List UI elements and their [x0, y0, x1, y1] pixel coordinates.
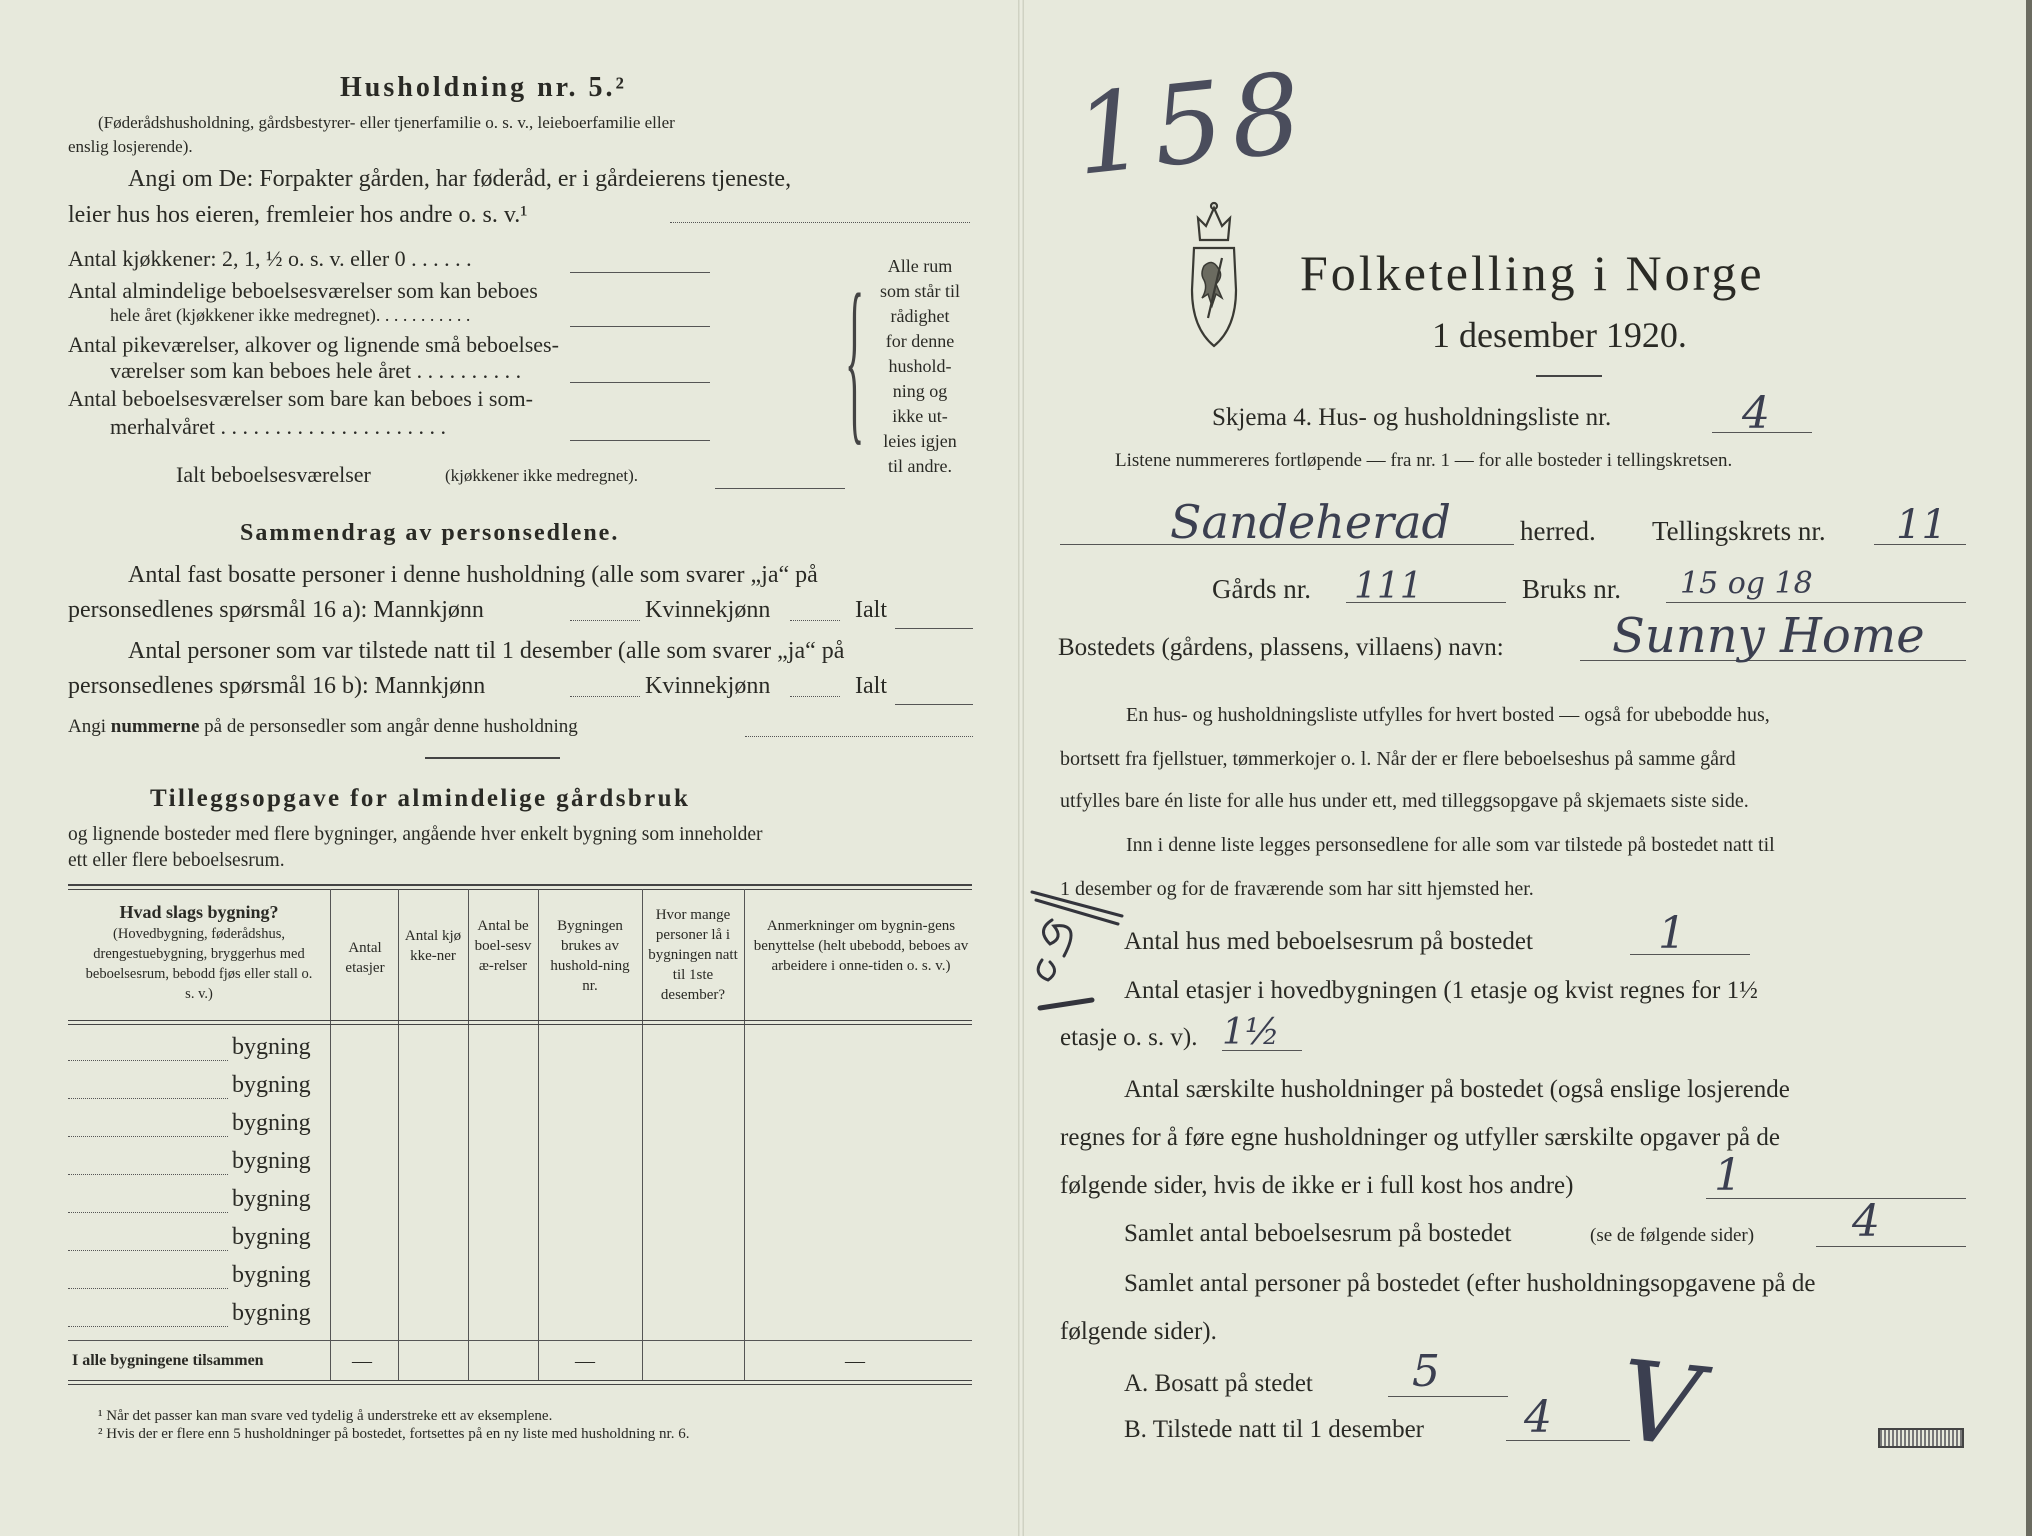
table-top-rule-2 — [68, 889, 972, 890]
summary-line-1b: personsedlenes spørsmål 16 a): Mannkjønn — [68, 597, 484, 623]
col-divider — [538, 889, 539, 1381]
ialt-label-2: Ialt — [855, 673, 887, 699]
summary-title: Sammendrag av personsedlene. — [240, 520, 620, 546]
angi-nummerne-bold: nummerne — [110, 716, 200, 737]
mann-fill-1[interactable] — [570, 620, 640, 621]
listene-note: Listene nummereres fortløpende — fra nr. 1 — for alle bosteder i tellingskretsen. — [1115, 450, 1733, 471]
building-row-label: bygning — [232, 1034, 311, 1060]
skjema-label: Skjema 4. Hus- og husholdningsliste nr. — [1212, 404, 1612, 431]
col-header-rom: Antal beboel-sesvæ-relser — [474, 918, 532, 974]
samlet-rum-label: Samlet antal beboelsesrum på bostedet — [1124, 1220, 1512, 1247]
antal-hus-value[interactable]: 1 — [1658, 908, 1686, 959]
etasjer-label-1: Antal etasjer i hovedbygningen (1 etasje og kvist regnes for 1½ — [1124, 977, 1758, 1004]
antal-hus-label: Antal hus med beboelsesrum på bostedet — [1124, 928, 1533, 955]
saerskilte-fill-line[interactable] — [1706, 1198, 1966, 1199]
building-row-fill-line[interactable] — [68, 1288, 228, 1289]
saerskilte-line-2: regnes for å føre egne husholdninger og utfyller særskilte opgaver på de — [1060, 1124, 1780, 1151]
nummerne-fill-line[interactable] — [745, 736, 973, 737]
rooms-underline-4 — [570, 440, 710, 441]
page-edge — [2026, 0, 2032, 1536]
building-row-fill-line[interactable] — [68, 1326, 228, 1327]
col-divider — [398, 889, 399, 1381]
printer-stamp — [1878, 1428, 1964, 1448]
col-header-personer: Hvor mange personer lå i bygningen natt til 1ste desember? — [648, 907, 738, 1003]
total-row-label: I alle bygningene tilsammen — [72, 1352, 264, 1369]
building-row-fill-line[interactable] — [68, 1136, 228, 1137]
summary-line-1a: Antal fast bosatte personer i denne husholdning (alle som svarer „ja“ på — [128, 562, 818, 588]
angi-text-1: Angi om De: Forpakter gården, har føderåd, er i gårdeierens tjeneste, — [128, 166, 792, 192]
building-row-fill-line[interactable] — [68, 1060, 228, 1061]
side-note-line: ikke ut- — [892, 406, 948, 426]
ialt-rooms-label: Ialt beboelsesværelser — [176, 462, 371, 487]
side-note-line: rådighet — [890, 306, 950, 326]
angi-nummerne — [68, 716, 578, 738]
table-header-rule — [68, 1020, 972, 1021]
samlet-rum-note: (se de følgende sider) — [1590, 1225, 1755, 1246]
saerskilte-line-1: Antal særskilte husholdninger på bostedet (også enslige losjerende — [1124, 1076, 1790, 1103]
rooms-line-2: Antal almindelige beboelsesværelser som kan beboes — [68, 278, 538, 303]
info-para-3: utfylles bare én liste for alle hus under ett, med tilleggsopgave på skjemaets siste side. — [1060, 790, 1749, 812]
samlet-rum-fill-line[interactable] — [1816, 1246, 1966, 1247]
side-note-line: til andre. — [888, 456, 952, 476]
col-header-type-desc: (Hovedbygning, føderådshus, drengestuebygning, bryggerhus med beboelsesrum, bebodd fjøs eller stall o. s. v.) — [85, 926, 313, 1002]
samlet-personer-line-2: følgende sider). — [1060, 1318, 1217, 1345]
col-header-etasjer: Antal etasjer — [345, 940, 385, 976]
side-note-line: leies igjen — [883, 431, 957, 451]
info-para-2: bortsett fra fjellstuer, tømmerkojer o. l. Når der er flere beboelseshus på samme gård — [1060, 748, 1736, 770]
angi-nummerne-prefix: Angi — [68, 716, 111, 737]
bosatt-fill-line[interactable] — [1388, 1396, 1508, 1397]
tillegg-line-1: og lignende bosteder med flere bygninger, angående hver enkelt bygning som inneholder — [68, 824, 763, 845]
kvinne-label-2: Kvinnekjønn — [645, 673, 771, 699]
col-header-type-title: Hvad slags bygning? — [119, 902, 279, 922]
table-top-rule — [68, 884, 972, 886]
pencil-scribble-icon — [1022, 880, 1132, 1020]
rooms-line-5: værelser som kan beboes hele året . . . . . . . . . . — [110, 358, 522, 383]
rooms-line-1: Antal kjøkkener: 2, 1, ½ o. s. v. eller 0 . . . . . . — [68, 246, 472, 271]
col-divider — [330, 889, 331, 1381]
husholdning-title: Husholdning nr. 5.² — [340, 72, 627, 103]
footnote-1: ¹ Når det passer kan man svare ved tydelig å understreke ett av eksemplene. — [98, 1408, 553, 1424]
building-row-label: bygning — [232, 1110, 311, 1136]
ialt-fill-2[interactable] — [895, 704, 973, 705]
summary-line-2a: Antal personer som var tilstede natt til 1 desember (alle som svarer „ja“ på — [128, 638, 845, 664]
bruks-value[interactable]: 15 og 18 — [1680, 566, 1813, 601]
rooms-line-3: hele året (kjøkkener ikke medregnet). . . . . . . . . . . — [110, 305, 471, 325]
title-divider — [1536, 375, 1602, 377]
etasjer-label-2: etasje o. s. v). — [1060, 1024, 1198, 1051]
rooms-underline-2 — [570, 326, 710, 327]
col-header-type — [70, 900, 328, 1004]
tilstede-label: B. Tilstede natt til 1 desember — [1124, 1416, 1424, 1443]
building-row-fill-line[interactable] — [68, 1250, 228, 1251]
brace-glyph: { — [845, 254, 865, 462]
building-row-label: bygning — [232, 1262, 311, 1288]
kvinne-fill-2[interactable] — [790, 696, 840, 697]
main-title: Folketelling i Norge — [1300, 245, 1765, 301]
bostedets-label: Bostedets (gårdens, plassens, villaens) navn: — [1058, 634, 1504, 661]
side-note-line: hushold- — [888, 356, 952, 376]
rooms-line-6: Antal beboelsesværelser som bare kan beboes i som- — [68, 386, 533, 411]
col-divider — [468, 889, 469, 1381]
bruks-fill-line[interactable] — [1666, 602, 1966, 603]
bosatt-value[interactable]: 5 — [1412, 1346, 1440, 1397]
side-note-line: Alle rum — [887, 256, 953, 276]
gards-value[interactable]: 111 — [1354, 566, 1423, 607]
col-header-kjokkener: Antal kjøkke-ner — [404, 928, 462, 964]
tellingskrets-value[interactable]: 11 — [1896, 502, 1947, 548]
saerskilte-value[interactable]: 1 — [1714, 1150, 1742, 1201]
rooms-line-7: merhalvåret . . . . . . . . . . . . . . . . . . . . . — [110, 414, 447, 439]
total-dash-husholdning: — — [575, 1350, 595, 1372]
side-note-line: ning og — [892, 381, 948, 401]
side-note — [865, 254, 975, 479]
bruks-label: Bruks nr. — [1522, 574, 1622, 604]
handwritten-page-number: 158 — [1068, 48, 1316, 200]
col-header-anmerkninger: Anmerkninger om bygnin-gens benyttelse (helt ubebodd, beboes av arbeidere i onne-tiden o. s. v.) — [753, 918, 969, 974]
building-row-label: bygning — [232, 1224, 311, 1250]
table-bottom-rule — [68, 1380, 972, 1381]
table-total-top-rule — [68, 1340, 972, 1341]
skjema-value[interactable]: 4 — [1742, 388, 1770, 439]
building-row-label: bygning — [232, 1300, 311, 1326]
saerskilte-line-3: følgende sider, hvis de ikke er i full kost hos andre) — [1060, 1172, 1574, 1199]
building-row-label: bygning — [232, 1148, 311, 1174]
col-header-husholdning: Bygningen brukes av hushold-ning nr. — [550, 918, 630, 994]
col-divider — [744, 889, 745, 1381]
info-para-1: En hus- og husholdningsliste utfylles for hvert bosted — også for ubebodde hus, — [1126, 704, 1770, 726]
info-para-4: Inn i denne liste legges personsedlene for alle som var tilstede på bostedet natt til — [1126, 834, 1775, 856]
rooms-underline-3 — [570, 382, 710, 383]
page-fold — [1018, 0, 1024, 1536]
ialt-fill-1[interactable] — [895, 628, 973, 629]
side-note-line: som står til — [880, 281, 960, 301]
norway-coat-of-arms-icon — [1178, 200, 1250, 352]
samlet-personer-line-1: Samlet antal personer på bostedet (efter husholdningsopgavene på de — [1124, 1270, 1816, 1297]
side-note-line: for denne — [885, 331, 955, 351]
total-dash-anmerkninger: — — [845, 1350, 865, 1372]
etasjer-value[interactable]: 1½ — [1222, 1012, 1280, 1053]
herred-label: herred. — [1520, 516, 1596, 546]
tillegg-line-2: ett eller flere beboelsesrum. — [68, 850, 285, 871]
bostedets-value[interactable]: Sunny Home — [1612, 608, 1925, 664]
angi-nummerne-suffix: på de personsedler som angår denne husholdning — [199, 716, 578, 737]
col-divider — [642, 889, 643, 1381]
building-row-fill-line[interactable] — [68, 1174, 228, 1175]
table-header-rule-2 — [68, 1024, 972, 1025]
herred-value[interactable]: Sandeherad — [1170, 495, 1451, 549]
check-mark: V — [1613, 1336, 1706, 1472]
footnote-2: ² Hvis der er flere enn 5 husholdninger på bostedet, fortsettes på en ny liste med husholdning nr. 6. — [98, 1426, 690, 1442]
tellingskrets-label: Tellingskrets nr. — [1652, 516, 1826, 546]
building-row-label: bygning — [232, 1186, 311, 1212]
table-bottom-rule-2 — [68, 1384, 972, 1385]
samlet-rum-value[interactable]: 4 — [1852, 1196, 1880, 1247]
angi-text-2: leier hus hos eieren, fremleier hos andre o. s. v.¹ — [68, 202, 528, 228]
rooms-underline-1 — [570, 272, 710, 273]
bosatt-label: A. Bosatt på stedet — [1124, 1370, 1313, 1397]
angi-fill-line[interactable] — [670, 222, 970, 223]
ialt-label-1: Ialt — [855, 597, 887, 623]
husholdning-subtitle-2: enslig losjerende). — [68, 137, 193, 156]
mann-fill-2[interactable] — [570, 696, 640, 697]
gards-label: Gårds nr. — [1212, 574, 1311, 604]
census-date: 1 desember 1920. — [1432, 315, 1687, 355]
tillegg-title: Tilleggsopgave for almindelige gårdsbruk — [150, 785, 691, 812]
info-para-5: 1 desember og for de fraværende som har sitt hjemsted her. — [1060, 878, 1534, 900]
antal-hus-fill-line[interactable] — [1630, 954, 1750, 955]
ialt-rooms-note: (kjøkkener ikke medregnet). — [445, 466, 639, 485]
husholdning-subtitle: (Føderådshusholdning, gårdsbestyrer- eller tjenerfamilie o. s. v., leieboerfamilie eller — [98, 113, 675, 132]
kvinne-label-1: Kvinnekjønn — [645, 597, 771, 623]
ialt-rooms-underline[interactable] — [715, 488, 845, 489]
building-row-fill-line[interactable] — [68, 1212, 228, 1213]
building-row-fill-line[interactable] — [68, 1098, 228, 1099]
rooms-line-4: Antal pikeværelser, alkover og lignende små beboelses- — [68, 332, 559, 357]
tilstede-value[interactable]: 4 — [1524, 1392, 1552, 1443]
total-dash-etasjer: — — [352, 1350, 372, 1372]
building-row-label: bygning — [232, 1072, 311, 1098]
section-divider — [425, 757, 560, 759]
kvinne-fill-1[interactable] — [790, 620, 840, 621]
summary-line-2b: personsedlenes spørsmål 16 b): Mannkjønn — [68, 673, 486, 699]
